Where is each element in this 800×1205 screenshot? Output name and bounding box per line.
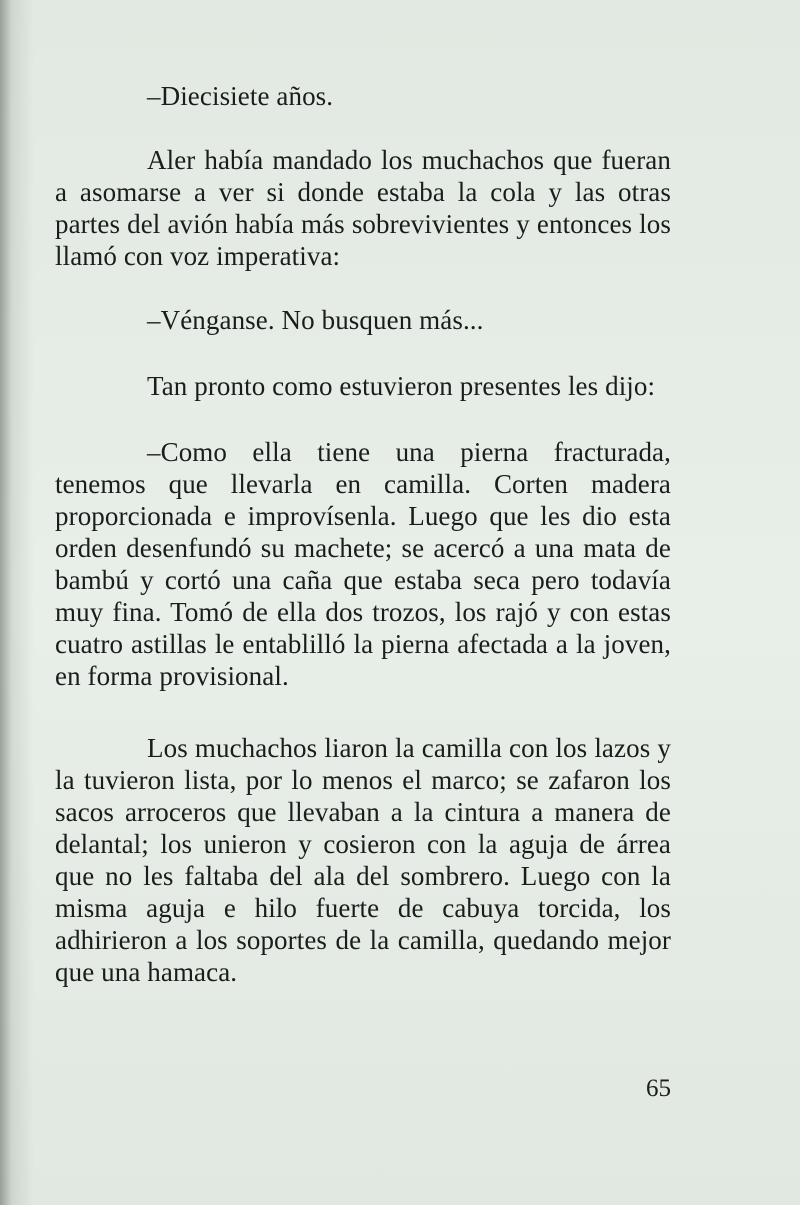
paragraph-dialogue-age: –Diecisiete años. xyxy=(147,81,334,111)
page-number: 65 xyxy=(646,1075,671,1102)
paragraph-aler-calls: Aler había mandado los muchachos que fueran a asomarse a ver si donde estaba la cola y las otras partes del avión había más sobrevivientes y entonces los llamó con voz imperativa: xyxy=(55,145,671,271)
body-text xyxy=(55,80,671,988)
paragraph-presentes: Tan pronto como estuvieron presentes les dijo: xyxy=(147,371,656,401)
paragraph-stretcher-order: –Como ella tiene una pierna fracturada, tenemos que llevarla en camilla. Corten madera proporcionada e improvísenla. Luego que les dio esta orden desenfundó su machete; se acercó a una mata de bambú y cortó una caña que estaba seca pero todavía muy fina. Tomó de ella dos trozos, los rajó y con estas cuatro astillas le entablilló la pierna afectada a la joven, en forma provisional. xyxy=(55,437,671,691)
paragraph-dialogue-come: –Vénganse. No busquen más... xyxy=(147,305,484,335)
paragraph-stretcher-built: Los muchachos liaron la camilla con los lazos y la tuvieron lista, por lo menos el marco; se zafaron los sacos arroceros que llevaban a la cintura a manera de delantal; los unieron y cosieron con la aguja de árrea que no les faltaba del ala del sombrero. Luego con la misma aguja e hilo fuerte de cabuya torcida, los adhirieron a los soportes de la camilla, quedando mejor que una hamaca. xyxy=(55,733,671,987)
